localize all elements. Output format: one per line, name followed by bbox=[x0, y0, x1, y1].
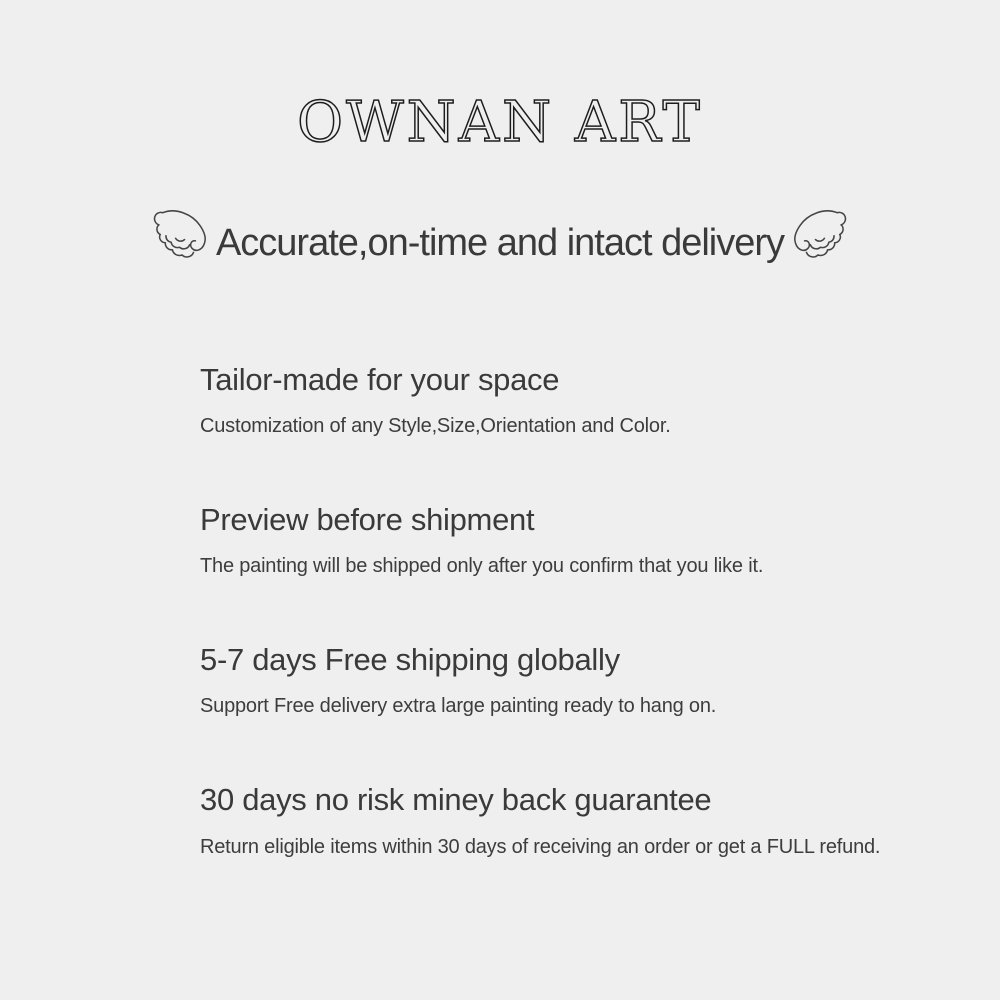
feature-sections bbox=[200, 360, 940, 859]
section-heading: 5-7 days Free shipping globally bbox=[200, 642, 620, 678]
wing-left-icon bbox=[150, 199, 214, 275]
section-money-back bbox=[200, 780, 940, 858]
section-description: Support Free delivery extra large painting ready to hang on. bbox=[200, 695, 717, 718]
brand-title: OWNAN ART bbox=[297, 90, 703, 155]
section-tailor-made bbox=[200, 360, 940, 438]
section-preview bbox=[200, 500, 940, 578]
tagline-text: Accurate,on-time and intact delivery bbox=[215, 222, 785, 265]
section-heading: Tailor-made for your space bbox=[200, 361, 560, 397]
tagline-row bbox=[0, 206, 1000, 282]
section-description: Customization of any Style,Size,Orientation and Color. bbox=[200, 414, 671, 437]
wing-right-icon bbox=[786, 199, 850, 275]
section-heading: 30 days no risk miney back guarantee bbox=[200, 782, 712, 818]
section-description: Return eligible items within 30 days of receiving an order or get a FULL refund. bbox=[200, 835, 881, 858]
section-free-shipping bbox=[200, 640, 940, 718]
section-description: The painting will be shipped only after you confirm that you like it. bbox=[200, 555, 764, 578]
section-heading: Preview before shipment bbox=[200, 501, 535, 537]
